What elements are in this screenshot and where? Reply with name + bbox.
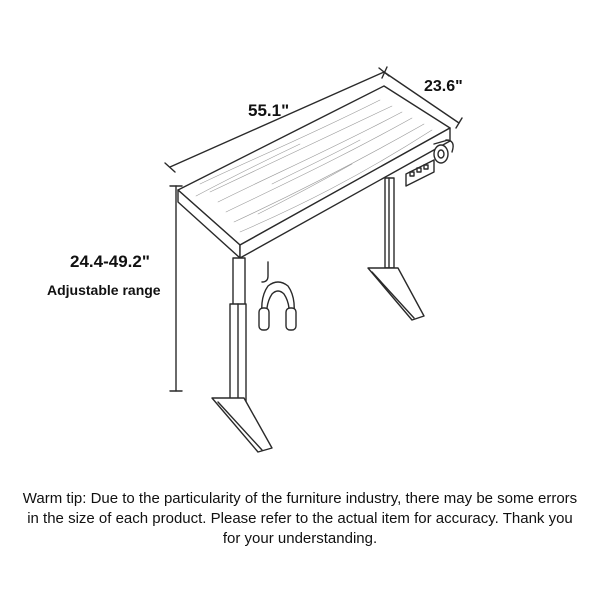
warm-tip-text: Warm tip: Due to the particularity of the furniture industry, there may be some errors in the size of each product. Please refer to the actual item for accuracy. Thank you for your understanding. [22, 490, 578, 547]
height-label: 24.4-49.2" [70, 252, 150, 271]
height-dimension-line [170, 186, 182, 391]
height-range-note: Adjustable range [47, 282, 161, 298]
headphone-hook-icon [259, 262, 296, 330]
depth-label: 23.6" [424, 78, 463, 95]
left-leg [212, 258, 272, 452]
right-leg [368, 178, 424, 320]
width-label: 55.1" [248, 101, 290, 120]
